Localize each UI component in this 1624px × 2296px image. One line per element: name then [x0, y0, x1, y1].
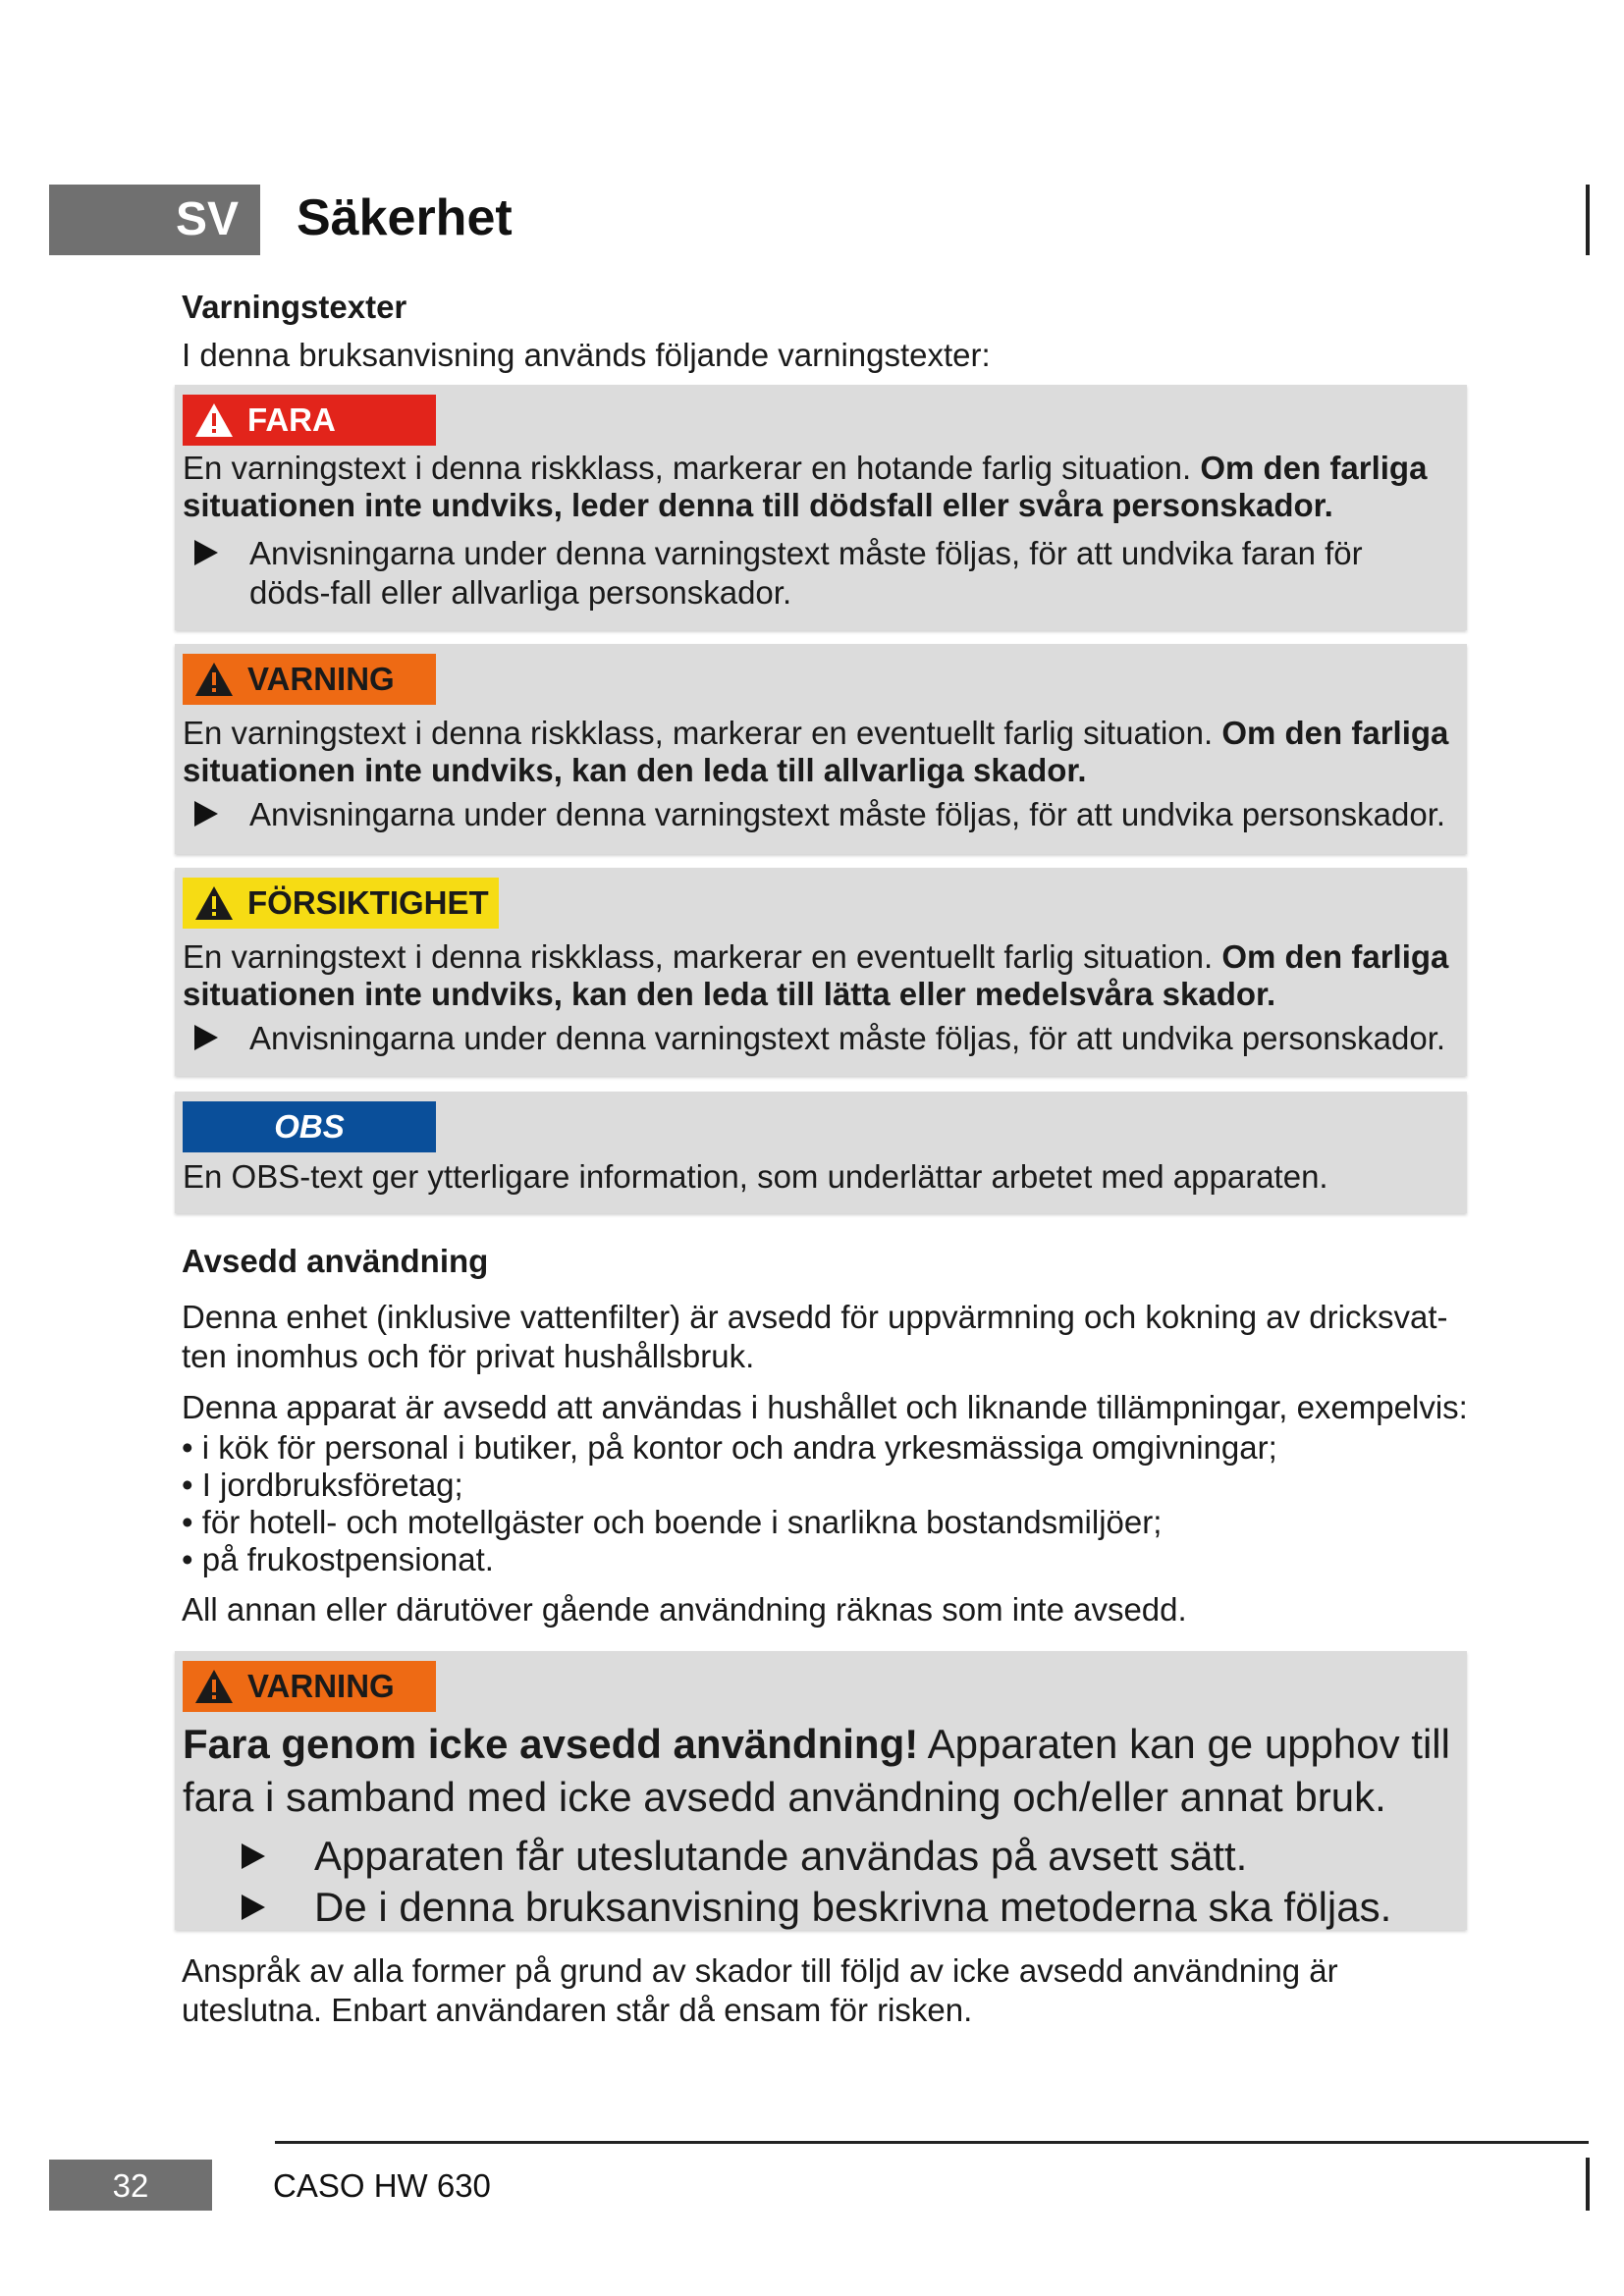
usage-warning-bullet: De i denna bruksanvisning beskrivna metoderna ska följas.	[314, 1884, 1392, 1930]
closing-text: Anspråk av alla former på grund av skador till följd av icke avsedd användning är uteslutna. Enbart användaren står då ensam för risken.	[182, 1952, 1338, 2028]
note-label: OBS	[274, 1108, 345, 1145]
warning-label: VARNING	[247, 661, 395, 697]
warning-text	[183, 715, 1449, 789]
danger-signal	[183, 395, 436, 446]
bullet-arrow-icon	[194, 1025, 218, 1050]
warning-signal	[183, 654, 436, 705]
bullet-arrow-icon	[242, 1895, 265, 1920]
danger-text-regular: En varningstext i denna riskklass, markerar en hotande farlig situation.	[183, 450, 1192, 486]
caution-text-bold: Om den farliga situationen inte undviks, kan den leda till lätta eller medelsvåra skador.	[183, 938, 1449, 1012]
danger-text-bold: Om den farliga situationen inte undviks, leder denna till dödsfall eller svåra personskador.	[183, 450, 1428, 523]
note-box	[175, 1092, 1467, 1213]
usage-warning-text-bold: Fara genom icke avsedd användning!	[183, 1721, 919, 1767]
caution-signal	[183, 878, 499, 929]
page-number-box	[49, 2160, 212, 2211]
page-title: Säkerhet	[297, 189, 513, 246]
usage-warning-text	[183, 1718, 1459, 1824]
usage-paragraph-1: Denna enhet (inklusive vattenfilter) är avsedd för uppvärmning och kokning av dricksvat-ten inomhus och för privat hushållsbruk.	[182, 1299, 1448, 1374]
usage-list	[182, 1429, 1458, 1578]
list-item: • på frukostpensionat.	[182, 1541, 494, 1577]
warnings-intro: I denna bruksanvisning används följande varningstexter:	[182, 337, 991, 373]
page-number: 32	[112, 2167, 149, 2204]
language-tab	[49, 185, 260, 255]
model-name: CASO HW 630	[273, 2167, 491, 2204]
usage-warning-signal	[183, 1661, 436, 1712]
edge-mark-top	[1586, 185, 1590, 255]
warning-triangle-icon	[194, 402, 234, 438]
warning-text-regular: En varningstext i denna riskklass, markerar en eventuellt farlig situation.	[183, 715, 1214, 751]
usage-warning-bullet: Apparaten får uteslutande användas på avsett sätt.	[314, 1833, 1248, 1879]
usage-paragraph-3: All annan eller därutöver gående användning räknas som inte avsedd.	[182, 1591, 1187, 1628]
language-code: SV	[175, 193, 239, 245]
note-text: En OBS-text ger ytterligare information, som underlättar arbetet med apparaten.	[183, 1158, 1328, 1195]
note-signal	[183, 1101, 436, 1152]
section-heading-usage: Avsedd användning	[182, 1243, 489, 1279]
usage-paragraph-2: Denna apparat är avsedd att användas i hushållet och liknande tillämpningar, exempelvis:	[182, 1389, 1468, 1425]
list-item: • i kök för personal i butiker, på kontor och andra yrkesmässiga omgivningar;	[182, 1429, 1277, 1466]
usage-warning-box	[175, 1651, 1467, 1930]
caution-label: FÖRSIKTIGHET	[247, 884, 489, 921]
bullet-arrow-icon	[242, 1843, 265, 1869]
usage-warning-label: VARNING	[247, 1668, 395, 1704]
danger-text	[183, 450, 1449, 524]
warning-box	[175, 644, 1467, 854]
caution-text-regular: En varningstext i denna riskklass, markerar en eventuellt farlig situation.	[183, 938, 1214, 975]
usage-warning-text-regular: Apparaten kan ge upphov till fara i samband med icke avsedd användning och/eller annat bruk.	[183, 1721, 1450, 1820]
caution-box	[175, 868, 1467, 1076]
caution-text	[183, 938, 1449, 1013]
warning-triangle-icon	[194, 1669, 234, 1704]
warning-triangle-icon	[194, 662, 234, 697]
footer-divider	[275, 2141, 1589, 2144]
danger-bullet: Anvisningarna under denna varningstext måste följas, för att undvika faran för döds-fall eller allvarliga personskador.	[249, 535, 1363, 611]
warning-bullet: Anvisningarna under denna varningstext måste följas, för att undvika personskador.	[249, 796, 1446, 832]
list-item: • I jordbruksföretag;	[182, 1467, 463, 1503]
section-heading-warnings: Varningstexter	[182, 289, 407, 325]
edge-mark-bottom	[1586, 2158, 1590, 2211]
list-item: • för hotell- och motellgäster och boende i snarlikna bostandsmiljöer;	[182, 1504, 1163, 1540]
warning-text-bold: Om den farliga situationen inte undviks, kan den leda till allvarliga skador.	[183, 715, 1449, 788]
bullet-arrow-icon	[194, 540, 218, 565]
danger-label: FARA	[247, 401, 336, 438]
caution-bullet: Anvisningarna under denna varningstext måste följas, för att undvika personskador.	[249, 1020, 1446, 1056]
warning-triangle-icon	[194, 885, 234, 921]
bullet-arrow-icon	[194, 801, 218, 827]
danger-box	[175, 385, 1467, 630]
